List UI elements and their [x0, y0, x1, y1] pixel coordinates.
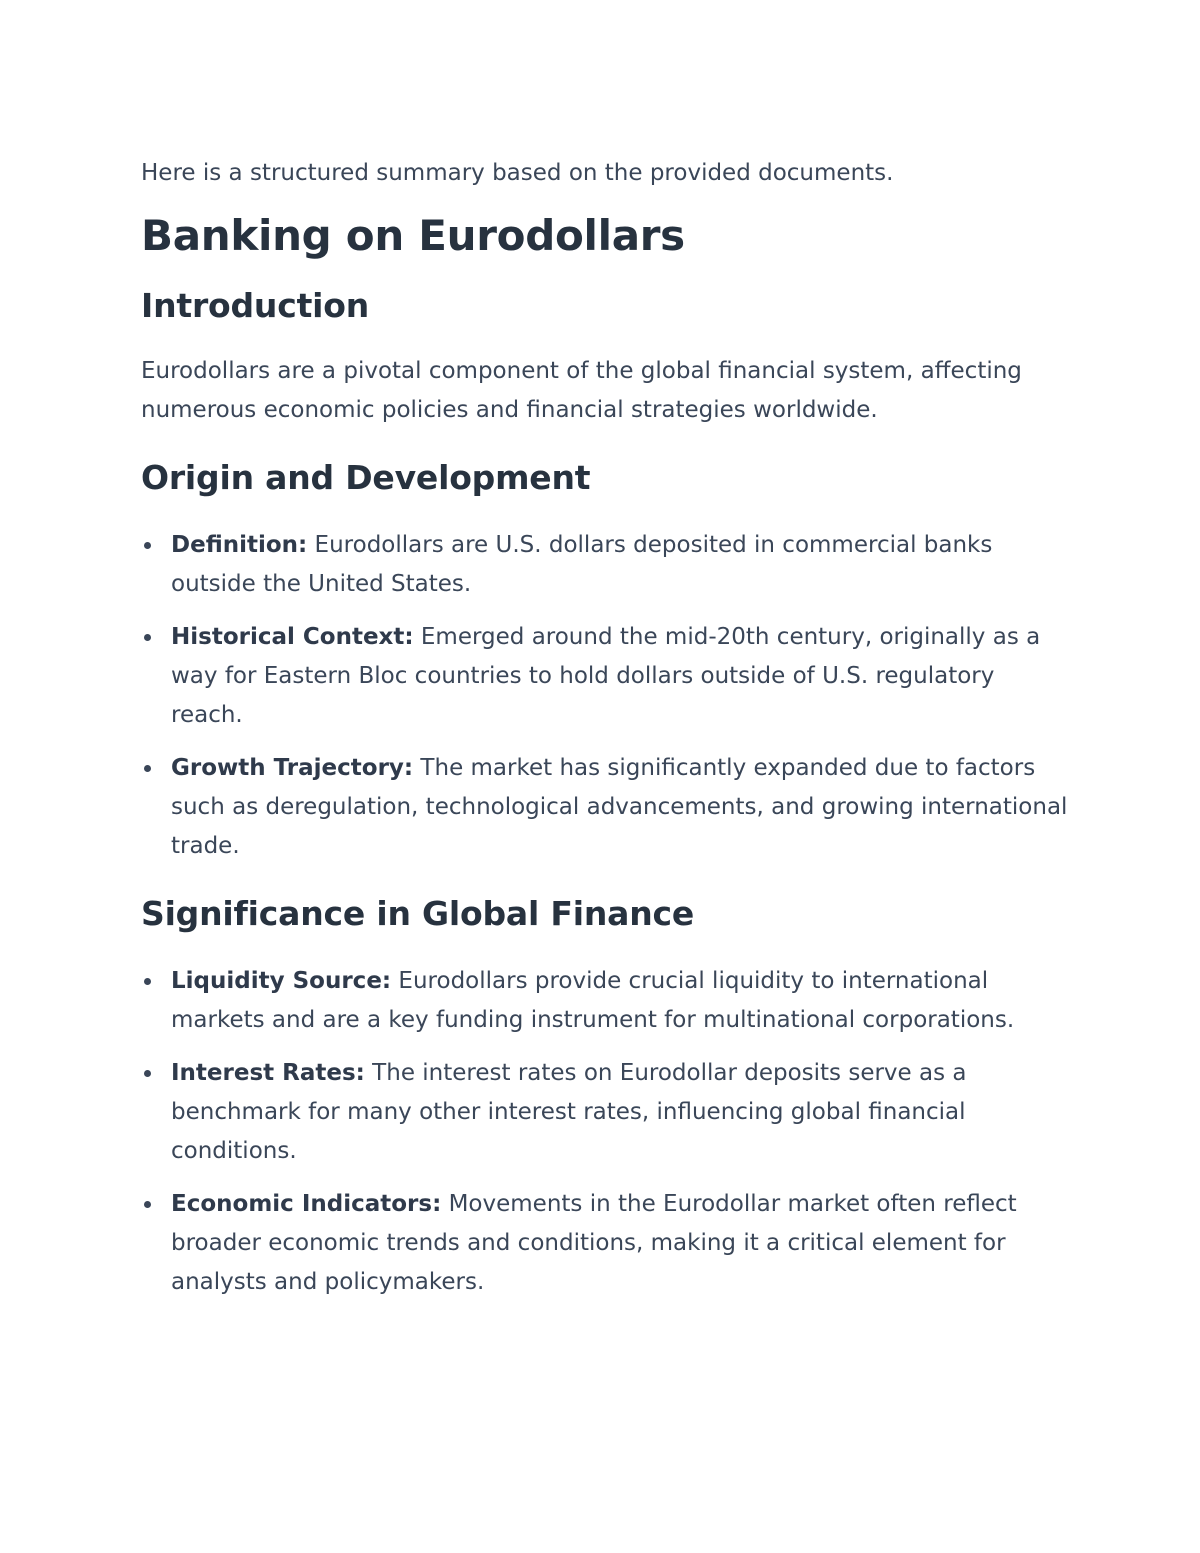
list-item-text: Eurodollars are U.S. dollars deposited in commercial banks outside the United States.	[171, 532, 993, 597]
bullet-icon	[144, 542, 151, 549]
bullet-icon	[144, 1201, 151, 1208]
section-heading-significance: Significance in Global Finance	[141, 894, 695, 933]
list-item-term: Historical Context:	[171, 624, 414, 650]
document-page	[141, 150, 1071, 1302]
list-item	[141, 618, 1071, 735]
list-item-text: Emerged around the mid-20th century, originally as a way for Eastern Bloc countries to hold dollars outside of U.S. regulatory reach.	[171, 624, 1041, 728]
document-title: Banking on Eurodollars	[141, 211, 685, 260]
section-heading-introduction: Introduction	[141, 286, 370, 325]
origin-list	[141, 526, 1071, 866]
list-item-term: Economic Indicators:	[171, 1191, 442, 1217]
bullet-icon	[144, 765, 151, 772]
list-item-term: Growth Trajectory:	[171, 755, 414, 781]
list-item	[141, 962, 1071, 1040]
bullet-icon	[144, 1070, 151, 1077]
list-item-term: Definition:	[171, 532, 308, 558]
significance-list	[141, 962, 1071, 1302]
list-item-text: The market has significantly expanded due to factors such as deregulation, technological advancements, and growing international trade.	[171, 755, 1068, 859]
section-heading-origin: Origin and Development	[141, 458, 591, 497]
list-item-text: Movements in the Eurodollar market often reflect broader economic trends and conditions, making it a critical element for analysts and policymakers.	[171, 1191, 1017, 1295]
list-item-term: Liquidity Source:	[171, 968, 392, 994]
introduction-paragraph: Eurodollars are a pivotal component of the global financial system, affecting numerous economic policies and financial strategies worldwide.	[141, 358, 1022, 423]
list-item-text: Eurodollars provide crucial liquidity to international markets and are a key funding instrument for multinational corporations.	[171, 968, 1015, 1033]
bullet-icon	[144, 634, 151, 641]
list-item	[141, 1185, 1071, 1302]
list-item	[141, 526, 1071, 604]
list-item-term: Interest Rates:	[171, 1060, 365, 1086]
list-item-text: The interest rates on Eurodollar deposits serve as a benchmark for many other interest rates, influencing global financial conditions.	[171, 1060, 967, 1164]
list-item	[141, 1054, 1071, 1171]
intro-line: Here is a structured summary based on the provided documents.	[141, 160, 894, 186]
bullet-icon	[144, 978, 151, 985]
list-item	[141, 749, 1071, 866]
